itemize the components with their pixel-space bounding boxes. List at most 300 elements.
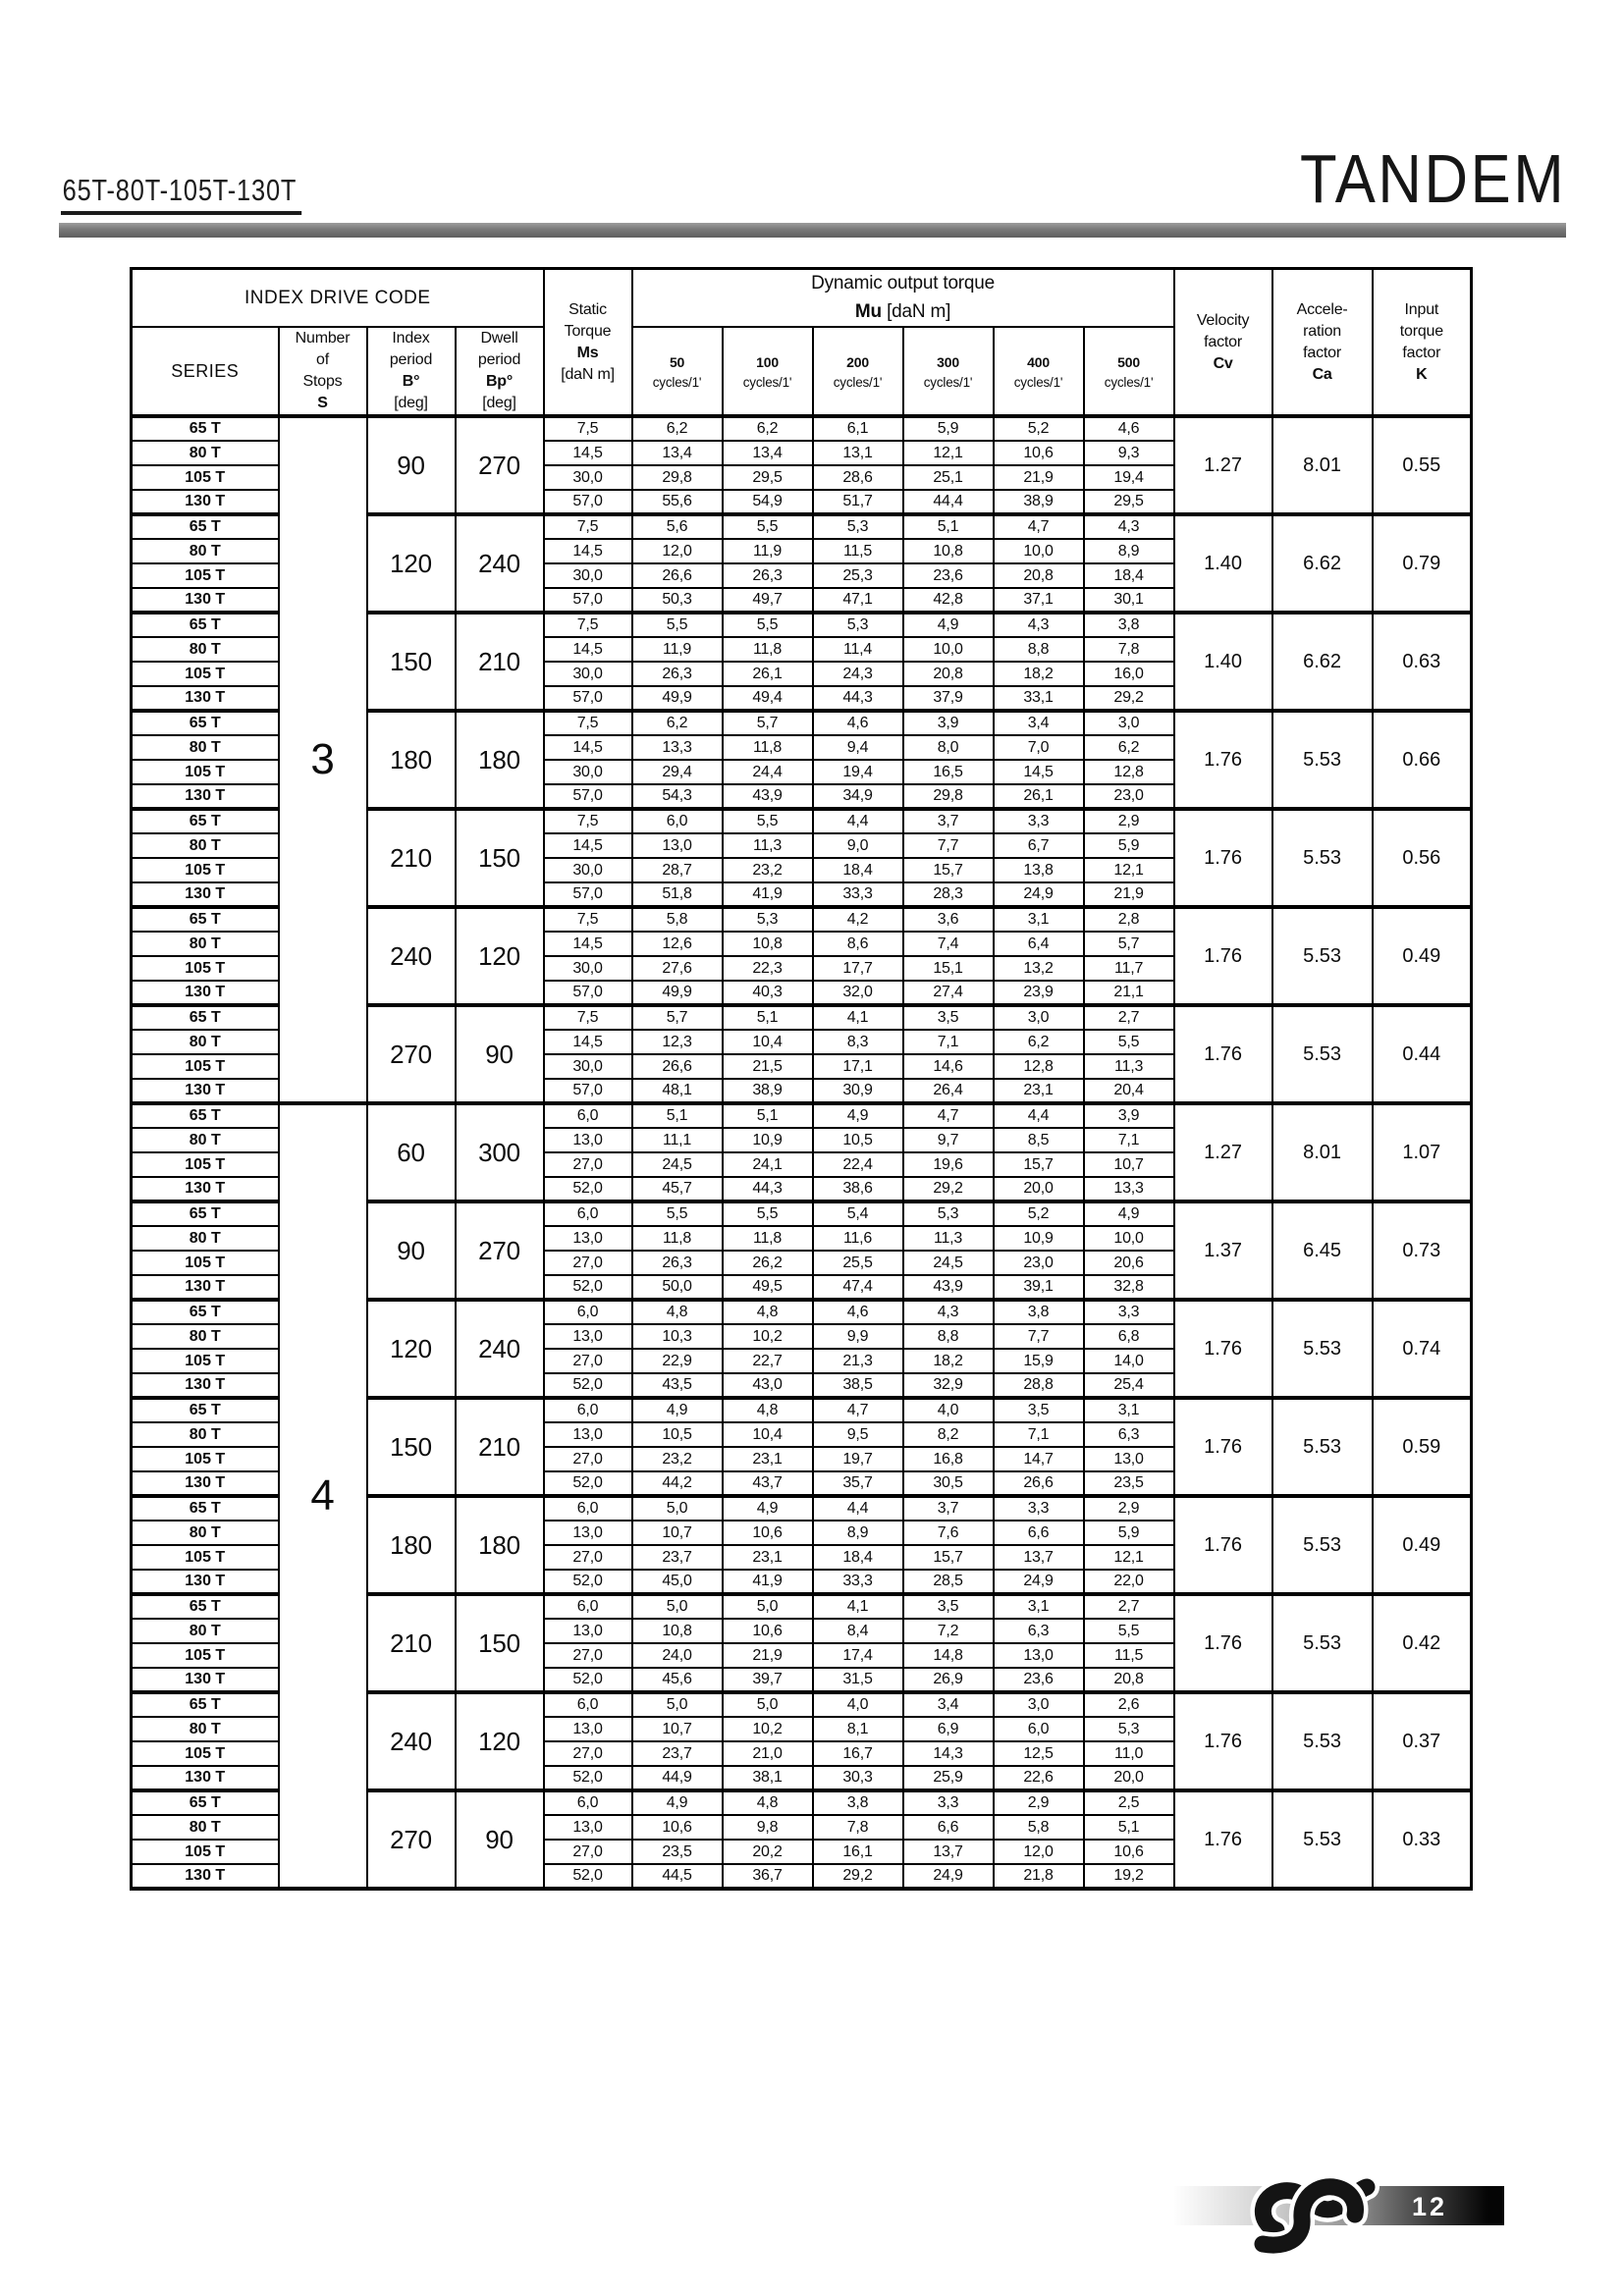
- series-cell: 65 T: [132, 1790, 279, 1815]
- dynamic-torque-cell: 10,6: [1084, 1840, 1174, 1864]
- dynamic-torque-cell: 16,1: [813, 1840, 903, 1864]
- dynamic-torque-cell: 5,1: [1084, 1815, 1174, 1840]
- static-torque-cell: 6,0: [544, 1790, 632, 1815]
- acceleration-factor-cell: 8.01: [1272, 416, 1373, 514]
- dynamic-torque-cell: 13,7: [994, 1545, 1084, 1570]
- static-torque-cell: 52,0: [544, 1766, 632, 1790]
- dynamic-torque-cell: 41,9: [723, 882, 813, 907]
- series-cell: 130 T: [132, 686, 279, 711]
- dynamic-torque-cell: 6,0: [632, 809, 723, 833]
- dynamic-torque-cell: 37,9: [903, 686, 994, 711]
- dynamic-torque-cell: 26,4: [903, 1079, 994, 1103]
- static-torque-cell: 7,5: [544, 809, 632, 833]
- static-torque-cell: 6,0: [544, 1103, 632, 1128]
- dynamic-torque-cell: 12,1: [1084, 1545, 1174, 1570]
- input-torque-factor-cell: 0.49: [1373, 907, 1472, 1005]
- dynamic-torque-cell: 21,9: [994, 465, 1084, 490]
- dynamic-torque-cell: 8,9: [813, 1521, 903, 1545]
- velocity-factor-cell: 1.76: [1174, 907, 1272, 1005]
- input-torque-factor-cell: 0.79: [1373, 514, 1472, 613]
- series-cell: 105 T: [132, 1349, 279, 1373]
- velocity-factor-cell: 1.76: [1174, 809, 1272, 907]
- index-period-cell: 270: [367, 1005, 456, 1103]
- dynamic-torque-cell: 3,1: [994, 1594, 1084, 1619]
- acceleration-factor-cell: 8.01: [1272, 1103, 1373, 1201]
- static-torque-cell: 7,5: [544, 907, 632, 932]
- static-torque-cell: 14,5: [544, 735, 632, 760]
- dynamic-torque-cell: 5,5: [1084, 1030, 1174, 1054]
- index-period-cell: 240: [367, 907, 456, 1005]
- series-cell: 65 T: [132, 1692, 279, 1717]
- dynamic-torque-cell: 5,3: [813, 613, 903, 637]
- header-dwell-period: Dwell period Bp° [deg]: [456, 327, 544, 416]
- dynamic-torque-cell: 4,6: [813, 1300, 903, 1324]
- dynamic-torque-cell: 33,1: [994, 686, 1084, 711]
- dynamic-torque-cell: 30,9: [813, 1079, 903, 1103]
- dynamic-torque-cell: 43,9: [723, 784, 813, 809]
- dynamic-torque-cell: 10,7: [1084, 1152, 1174, 1177]
- static-torque-cell: 30,0: [544, 760, 632, 784]
- index-period-cell: 240: [367, 1692, 456, 1790]
- static-torque-cell: 14,5: [544, 441, 632, 465]
- dynamic-torque-cell: 4,7: [994, 514, 1084, 539]
- dynamic-torque-cell: 49,5: [723, 1275, 813, 1300]
- input-torque-factor-cell: 0.56: [1373, 809, 1472, 907]
- dynamic-torque-cell: 5,0: [632, 1496, 723, 1521]
- index-period-cell: 180: [367, 711, 456, 809]
- static-torque-cell: 14,5: [544, 539, 632, 563]
- dynamic-torque-cell: 4,9: [813, 1103, 903, 1128]
- dynamic-torque-cell: 4,3: [903, 1300, 994, 1324]
- series-cell: 65 T: [132, 416, 279, 441]
- velocity-factor-cell: 1.76: [1174, 1594, 1272, 1692]
- series-cell: 130 T: [132, 882, 279, 907]
- dynamic-torque-cell: 50,3: [632, 588, 723, 613]
- series-cell: 80 T: [132, 932, 279, 956]
- dynamic-torque-cell: 5,1: [723, 1005, 813, 1030]
- dynamic-torque-cell: 29,8: [903, 784, 994, 809]
- dynamic-torque-cell: 5,0: [723, 1594, 813, 1619]
- series-cell: 105 T: [132, 563, 279, 588]
- dynamic-torque-cell: 9,4: [813, 735, 903, 760]
- dynamic-torque-cell: 23,1: [723, 1545, 813, 1570]
- header-series: SERIES: [132, 327, 279, 416]
- dynamic-torque-cell: 5,0: [632, 1692, 723, 1717]
- static-torque-cell: 30,0: [544, 563, 632, 588]
- dynamic-torque-cell: 23,1: [723, 1447, 813, 1471]
- dynamic-torque-cell: 37,1: [994, 588, 1084, 613]
- static-torque-cell: 27,0: [544, 1152, 632, 1177]
- dynamic-torque-cell: 21,0: [723, 1741, 813, 1766]
- input-torque-factor-cell: 0.73: [1373, 1201, 1472, 1300]
- static-torque-cell: 14,5: [544, 637, 632, 662]
- dynamic-torque-cell: 47,1: [813, 588, 903, 613]
- dynamic-torque-cell: 26,6: [994, 1471, 1084, 1496]
- dynamic-torque-cell: 44,4: [903, 490, 994, 514]
- series-cell: 105 T: [132, 1545, 279, 1570]
- dynamic-torque-cell: 11,3: [903, 1226, 994, 1251]
- static-torque-cell: 57,0: [544, 588, 632, 613]
- dwell-period-cell: 150: [456, 809, 544, 907]
- dynamic-torque-cell: 9,3: [1084, 441, 1174, 465]
- dynamic-torque-cell: 5,3: [903, 1201, 994, 1226]
- dynamic-torque-cell: 14,0: [1084, 1349, 1174, 1373]
- acceleration-factor-cell: 6.62: [1272, 613, 1373, 711]
- acceleration-factor-cell: 6.62: [1272, 514, 1373, 613]
- velocity-factor-cell: 1.76: [1174, 1496, 1272, 1594]
- dynamic-torque-cell: 2,9: [1084, 809, 1174, 833]
- dynamic-torque-cell: 4,1: [813, 1594, 903, 1619]
- acceleration-factor-cell: 5.53: [1272, 1398, 1373, 1496]
- dynamic-torque-cell: 11,8: [723, 1226, 813, 1251]
- dynamic-torque-cell: 18,4: [1084, 563, 1174, 588]
- dynamic-torque-cell: 11,5: [1084, 1643, 1174, 1668]
- dynamic-torque-cell: 23,6: [903, 563, 994, 588]
- dynamic-torque-cell: 5,7: [723, 711, 813, 735]
- dynamic-torque-cell: 16,5: [903, 760, 994, 784]
- header-acceleration-factor: Accele- ration factor Ca: [1272, 269, 1373, 417]
- static-torque-cell: 14,5: [544, 833, 632, 858]
- static-torque-cell: 13,0: [544, 1422, 632, 1447]
- header-input-torque-factor: Input torque factor K: [1373, 269, 1472, 417]
- dynamic-torque-cell: 3,0: [1084, 711, 1174, 735]
- dynamic-torque-cell: 3,8: [994, 1300, 1084, 1324]
- index-period-cell: 150: [367, 613, 456, 711]
- dynamic-torque-cell: 7,6: [903, 1521, 994, 1545]
- dwell-period-cell: 210: [456, 613, 544, 711]
- index-period-cell: 210: [367, 1594, 456, 1692]
- static-torque-cell: 13,0: [544, 1128, 632, 1152]
- dynamic-torque-cell: 24,4: [723, 760, 813, 784]
- static-torque-cell: 7,5: [544, 711, 632, 735]
- dynamic-torque-cell: 27,6: [632, 956, 723, 981]
- series-cell: 105 T: [132, 465, 279, 490]
- static-torque-cell: 6,0: [544, 1496, 632, 1521]
- header-cycles-100: 100 cycles/1': [723, 327, 813, 416]
- dynamic-torque-cell: 49,7: [723, 588, 813, 613]
- dynamic-torque-cell: 3,7: [903, 1496, 994, 1521]
- static-torque-cell: 30,0: [544, 1054, 632, 1079]
- dynamic-torque-cell: 7,1: [994, 1422, 1084, 1447]
- dynamic-torque-cell: 8,0: [903, 735, 994, 760]
- input-torque-factor-cell: 1.07: [1373, 1103, 1472, 1201]
- static-torque-cell: 13,0: [544, 1226, 632, 1251]
- dynamic-torque-cell: 24,0: [632, 1643, 723, 1668]
- dynamic-torque-cell: 6,2: [723, 416, 813, 441]
- dynamic-torque-cell: 4,3: [1084, 514, 1174, 539]
- dynamic-torque-cell: 19,6: [903, 1152, 994, 1177]
- series-cell: 80 T: [132, 1324, 279, 1349]
- series-cell: 130 T: [132, 1079, 279, 1103]
- dynamic-torque-cell: 4,9: [1084, 1201, 1174, 1226]
- dynamic-torque-cell: 24,9: [994, 1570, 1084, 1594]
- dynamic-torque-cell: 10,8: [903, 539, 994, 563]
- series-cell: 80 T: [132, 1815, 279, 1840]
- dynamic-torque-cell: 10,0: [994, 539, 1084, 563]
- dynamic-torque-cell: 20,8: [903, 662, 994, 686]
- series-cell: 65 T: [132, 1594, 279, 1619]
- dynamic-torque-cell: 4,4: [994, 1103, 1084, 1128]
- dynamic-torque-cell: 10,7: [632, 1521, 723, 1545]
- dynamic-torque-cell: 24,9: [903, 1864, 994, 1889]
- dynamic-torque-cell: 31,5: [813, 1668, 903, 1692]
- series-cell: 130 T: [132, 1177, 279, 1201]
- dynamic-torque-cell: 7,7: [903, 833, 994, 858]
- dynamic-torque-cell: 26,3: [632, 662, 723, 686]
- dynamic-torque-cell: 21,1: [1084, 981, 1174, 1005]
- static-torque-cell: 6,0: [544, 1398, 632, 1422]
- dynamic-torque-cell: 10,6: [723, 1619, 813, 1643]
- dynamic-torque-cell: 4,8: [723, 1790, 813, 1815]
- static-torque-cell: 57,0: [544, 1079, 632, 1103]
- static-torque-cell: 30,0: [544, 662, 632, 686]
- dynamic-torque-cell: 40,3: [723, 981, 813, 1005]
- acceleration-factor-cell: 5.53: [1272, 711, 1373, 809]
- dynamic-torque-cell: 10,9: [723, 1128, 813, 1152]
- dynamic-torque-cell: 3,8: [813, 1790, 903, 1815]
- dynamic-torque-cell: 10,6: [723, 1521, 813, 1545]
- table-body: [132, 416, 1472, 1889]
- dynamic-torque-cell: 4,8: [723, 1300, 813, 1324]
- velocity-factor-cell: 1.37: [1174, 1201, 1272, 1300]
- dynamic-torque-cell: 14,8: [903, 1643, 994, 1668]
- dynamic-torque-cell: 11,8: [723, 637, 813, 662]
- static-torque-cell: 52,0: [544, 1471, 632, 1496]
- stops-count-cell: 3: [279, 416, 367, 1103]
- series-cell: 80 T: [132, 1717, 279, 1741]
- dynamic-torque-cell: 33,3: [813, 1570, 903, 1594]
- header-cycles-200: 200 cycles/1': [813, 327, 903, 416]
- velocity-factor-cell: 1.27: [1174, 1103, 1272, 1201]
- dynamic-torque-cell: 32,8: [1084, 1275, 1174, 1300]
- acceleration-factor-cell: 5.53: [1272, 907, 1373, 1005]
- dynamic-torque-cell: 26,9: [903, 1668, 994, 1692]
- series-cell: 130 T: [132, 490, 279, 514]
- dynamic-torque-cell: 4,3: [994, 613, 1084, 637]
- dynamic-torque-cell: 13,0: [632, 833, 723, 858]
- dynamic-torque-cell: 5,2: [994, 416, 1084, 441]
- header-static-torque: Static Torque Ms [daN m]: [544, 269, 632, 417]
- series-cell: 130 T: [132, 1668, 279, 1692]
- series-cell: 105 T: [132, 1251, 279, 1275]
- dynamic-torque-cell: 5,7: [1084, 932, 1174, 956]
- dynamic-torque-cell: 7,2: [903, 1619, 994, 1643]
- static-torque-cell: 27,0: [544, 1643, 632, 1668]
- static-torque-cell: 27,0: [544, 1840, 632, 1864]
- dynamic-torque-cell: 27,4: [903, 981, 994, 1005]
- dynamic-torque-cell: 5,9: [1084, 1521, 1174, 1545]
- dynamic-torque-cell: 3,5: [994, 1398, 1084, 1422]
- dynamic-torque-cell: 25,5: [813, 1251, 903, 1275]
- dynamic-torque-cell: 55,6: [632, 490, 723, 514]
- static-torque-cell: 6,0: [544, 1201, 632, 1226]
- acceleration-factor-cell: 6.45: [1272, 1201, 1373, 1300]
- static-torque-cell: 52,0: [544, 1373, 632, 1398]
- dynamic-torque-cell: 23,7: [632, 1741, 723, 1766]
- dynamic-torque-cell: 2,5: [1084, 1790, 1174, 1815]
- spec-table-wrap: [130, 267, 1473, 1891]
- dynamic-torque-cell: 22,0: [1084, 1570, 1174, 1594]
- dynamic-torque-cell: 23,1: [994, 1079, 1084, 1103]
- header-dynamic-torque: Dynamic output torque Mu [daN m]: [632, 269, 1174, 328]
- series-cell: 80 T: [132, 1128, 279, 1152]
- index-period-cell: 180: [367, 1496, 456, 1594]
- dynamic-torque-cell: 4,4: [813, 1496, 903, 1521]
- static-torque-cell: 13,0: [544, 1324, 632, 1349]
- dynamic-torque-cell: 5,7: [632, 1005, 723, 1030]
- dynamic-torque-cell: 12,1: [1084, 858, 1174, 882]
- dynamic-torque-cell: 3,5: [903, 1005, 994, 1030]
- dynamic-torque-cell: 3,3: [1084, 1300, 1174, 1324]
- dynamic-torque-cell: 10,5: [632, 1422, 723, 1447]
- input-torque-factor-cell: 0.59: [1373, 1398, 1472, 1496]
- dynamic-torque-cell: 8,3: [813, 1030, 903, 1054]
- dynamic-torque-cell: 24,3: [813, 662, 903, 686]
- dynamic-torque-cell: 8,9: [1084, 539, 1174, 563]
- dynamic-torque-cell: 18,4: [813, 1545, 903, 1570]
- series-cell: 105 T: [132, 1840, 279, 1864]
- dynamic-torque-cell: 10,2: [723, 1324, 813, 1349]
- static-torque-cell: 27,0: [544, 1741, 632, 1766]
- dynamic-torque-cell: 38,6: [813, 1177, 903, 1201]
- dynamic-torque-cell: 10,0: [903, 637, 994, 662]
- dynamic-torque-cell: 22,7: [723, 1349, 813, 1373]
- dynamic-torque-cell: 51,8: [632, 882, 723, 907]
- dynamic-torque-cell: 50,0: [632, 1275, 723, 1300]
- dynamic-torque-cell: 21,5: [723, 1054, 813, 1079]
- series-cell: 130 T: [132, 784, 279, 809]
- dwell-period-cell: 180: [456, 711, 544, 809]
- dynamic-torque-cell: 13,3: [632, 735, 723, 760]
- dynamic-torque-cell: 16,0: [1084, 662, 1174, 686]
- dynamic-torque-cell: 3,4: [994, 711, 1084, 735]
- dynamic-torque-cell: 10,4: [723, 1422, 813, 1447]
- dynamic-torque-cell: 23,6: [994, 1668, 1084, 1692]
- header-cycles-50: 50 cycles/1': [632, 327, 723, 416]
- dynamic-torque-cell: 6,9: [903, 1717, 994, 1741]
- series-cell: 65 T: [132, 1103, 279, 1128]
- velocity-factor-cell: 1.40: [1174, 613, 1272, 711]
- acceleration-factor-cell: 5.53: [1272, 1594, 1373, 1692]
- dynamic-torque-cell: 10,0: [1084, 1226, 1174, 1251]
- dynamic-torque-cell: 6,2: [632, 416, 723, 441]
- static-torque-cell: 30,0: [544, 956, 632, 981]
- dynamic-torque-cell: 7,1: [903, 1030, 994, 1054]
- dynamic-torque-cell: 21,9: [723, 1643, 813, 1668]
- dynamic-torque-cell: 13,0: [994, 1643, 1084, 1668]
- dynamic-torque-cell: 19,2: [1084, 1864, 1174, 1889]
- dynamic-torque-cell: 45,6: [632, 1668, 723, 1692]
- dynamic-torque-cell: 3,3: [994, 1496, 1084, 1521]
- dynamic-torque-cell: 4,1: [813, 1005, 903, 1030]
- series-cell: 80 T: [132, 735, 279, 760]
- series-cell: 130 T: [132, 1373, 279, 1398]
- header-index-drive-code: INDEX DRIVE CODE: [132, 269, 544, 328]
- input-torque-factor-cell: 0.42: [1373, 1594, 1472, 1692]
- dynamic-torque-cell: 3,1: [1084, 1398, 1174, 1422]
- dynamic-torque-cell: 20,8: [1084, 1668, 1174, 1692]
- dynamic-torque-cell: 6,8: [1084, 1324, 1174, 1349]
- series-cell: 105 T: [132, 1741, 279, 1766]
- dynamic-torque-cell: 3,7: [903, 809, 994, 833]
- dynamic-torque-cell: 23,5: [632, 1840, 723, 1864]
- dynamic-torque-cell: 48,1: [632, 1079, 723, 1103]
- dynamic-torque-cell: 44,5: [632, 1864, 723, 1889]
- velocity-factor-cell: 1.76: [1174, 1300, 1272, 1398]
- dynamic-torque-cell: 3,1: [994, 907, 1084, 932]
- index-period-cell: 120: [367, 1300, 456, 1398]
- series-cell: 130 T: [132, 1275, 279, 1300]
- dynamic-torque-cell: 6,2: [632, 711, 723, 735]
- series-cell: 105 T: [132, 1643, 279, 1668]
- dynamic-torque-cell: 5,5: [632, 1201, 723, 1226]
- dynamic-torque-cell: 10,4: [723, 1030, 813, 1054]
- static-torque-cell: 52,0: [544, 1570, 632, 1594]
- dynamic-torque-cell: 4,8: [723, 1398, 813, 1422]
- page-title-brand: TANDEM: [1299, 140, 1566, 217]
- dynamic-torque-cell: 24,9: [994, 882, 1084, 907]
- series-cell: 80 T: [132, 637, 279, 662]
- static-torque-cell: 27,0: [544, 1251, 632, 1275]
- dynamic-torque-cell: 15,9: [994, 1349, 1084, 1373]
- dynamic-torque-cell: 10,5: [813, 1128, 903, 1152]
- series-cell: 130 T: [132, 1864, 279, 1889]
- velocity-factor-cell: 1.27: [1174, 416, 1272, 514]
- static-torque-cell: 27,0: [544, 1349, 632, 1373]
- dynamic-torque-cell: 12,6: [632, 932, 723, 956]
- series-cell: 80 T: [132, 441, 279, 465]
- dynamic-torque-cell: 3,8: [1084, 613, 1174, 637]
- dynamic-torque-cell: 4,2: [813, 907, 903, 932]
- dwell-period-cell: 210: [456, 1398, 544, 1496]
- dynamic-torque-cell: 43,9: [903, 1275, 994, 1300]
- static-torque-cell: 27,0: [544, 1447, 632, 1471]
- series-cell: 65 T: [132, 711, 279, 735]
- dynamic-torque-cell: 12,0: [632, 539, 723, 563]
- series-cell: 65 T: [132, 1201, 279, 1226]
- series-cell: 65 T: [132, 613, 279, 637]
- table-row: [132, 416, 1472, 441]
- table-row: [132, 1103, 1472, 1128]
- dynamic-torque-cell: 7,1: [1084, 1128, 1174, 1152]
- series-cell: 105 T: [132, 760, 279, 784]
- acceleration-factor-cell: 5.53: [1272, 1300, 1373, 1398]
- input-torque-factor-cell: 0.33: [1373, 1790, 1472, 1889]
- dynamic-torque-cell: 13,3: [1084, 1177, 1174, 1201]
- dynamic-torque-cell: 38,9: [994, 490, 1084, 514]
- dynamic-torque-cell: 23,9: [994, 981, 1084, 1005]
- dynamic-torque-cell: 22,9: [632, 1349, 723, 1373]
- dynamic-torque-cell: 28,8: [994, 1373, 1084, 1398]
- series-cell: 65 T: [132, 514, 279, 539]
- dynamic-torque-cell: 23,5: [1084, 1471, 1174, 1496]
- dynamic-torque-cell: 20,8: [994, 563, 1084, 588]
- dynamic-torque-cell: 45,0: [632, 1570, 723, 1594]
- dynamic-torque-cell: 29,8: [632, 465, 723, 490]
- static-torque-cell: 52,0: [544, 1177, 632, 1201]
- velocity-factor-cell: 1.40: [1174, 514, 1272, 613]
- dynamic-torque-cell: 25,1: [903, 465, 994, 490]
- dwell-period-cell: 90: [456, 1790, 544, 1889]
- dwell-period-cell: 300: [456, 1103, 544, 1201]
- title-rule-bar: [59, 223, 1566, 238]
- dynamic-torque-cell: 3,4: [903, 1692, 994, 1717]
- dynamic-torque-cell: 43,0: [723, 1373, 813, 1398]
- dynamic-torque-cell: 11,0: [1084, 1741, 1174, 1766]
- dynamic-torque-cell: 3,3: [903, 1790, 994, 1815]
- dynamic-torque-cell: 21,8: [994, 1864, 1084, 1889]
- static-torque-cell: 13,0: [544, 1717, 632, 1741]
